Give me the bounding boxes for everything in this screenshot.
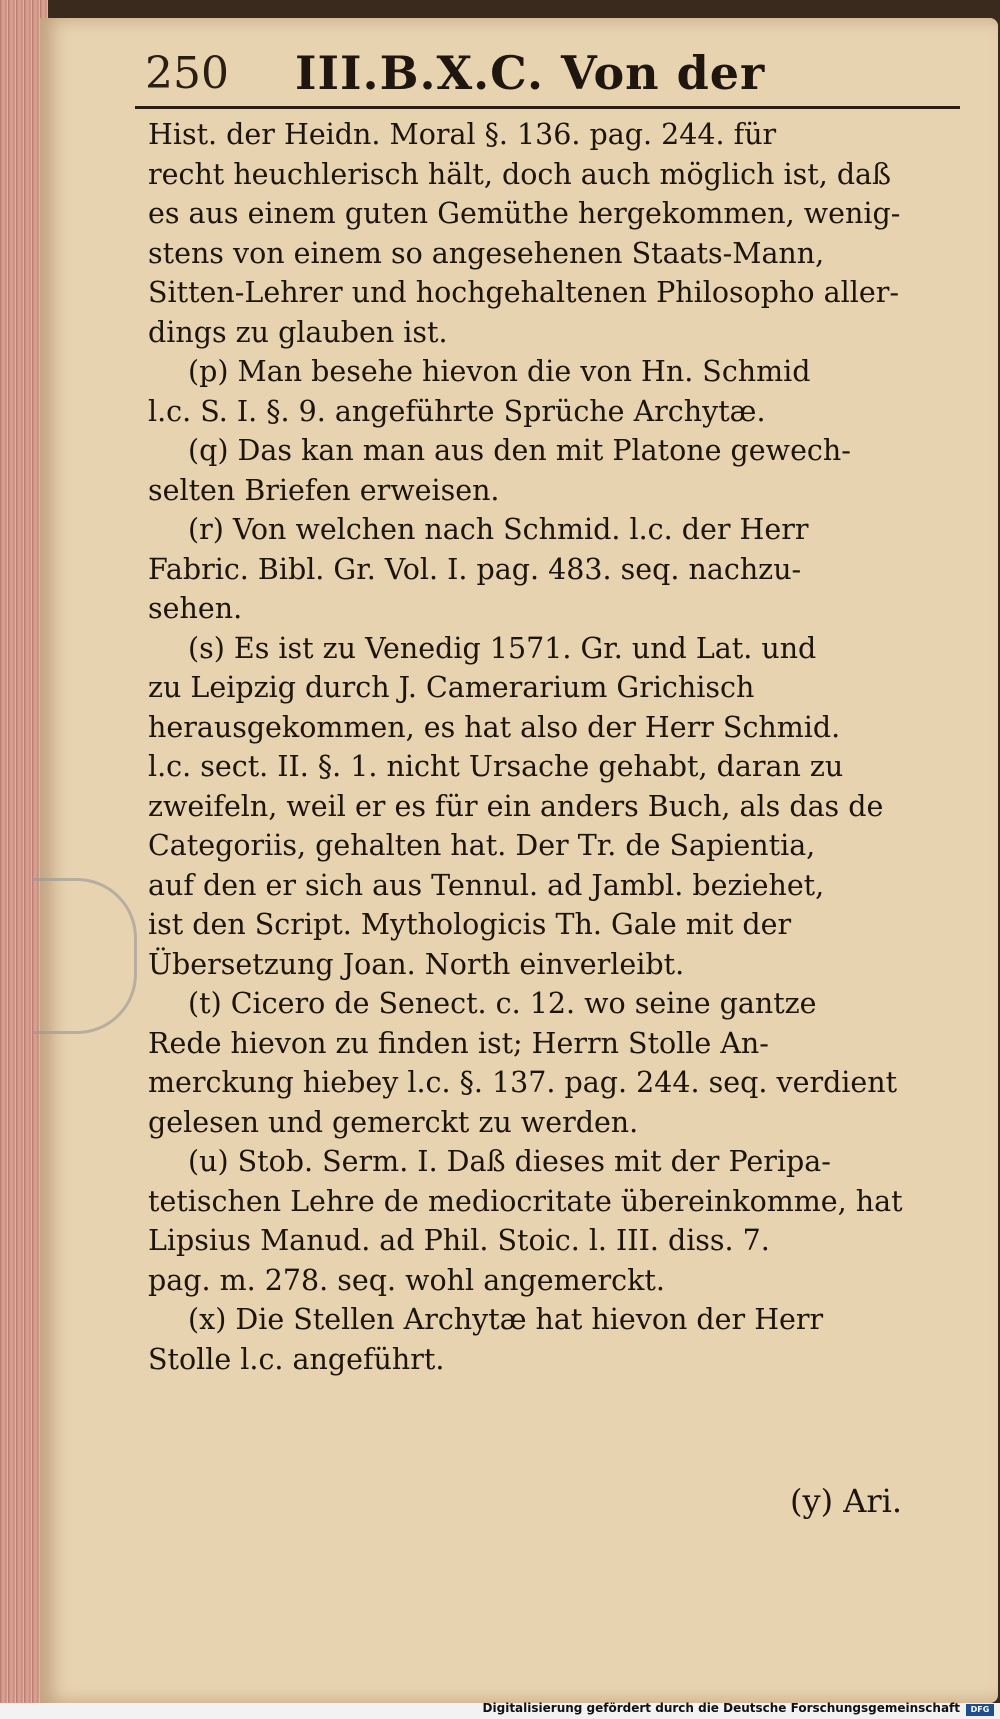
- text-line: Stolle l.c. angeführt.: [148, 1342, 445, 1376]
- text-line: dings zu glauben ist.: [148, 315, 448, 349]
- catchword: (y) Ari.: [790, 1482, 903, 1520]
- text-line: Hist. der Heidn. Moral §. 136. pag. 244. für: [148, 118, 777, 151]
- dfg-logo: DFG: [966, 1704, 994, 1716]
- text-line: l.c. S. I. §. 9. angeführte Sprüche Archytæ.: [148, 394, 766, 428]
- footnote-t: (t) Cicero de Senect. c. 12. wo seine gantze: [188, 987, 817, 1020]
- text-line: tetischen Lehre de mediocritate übereinkomme, hat: [148, 1184, 903, 1218]
- body-text: [148, 115, 960, 1379]
- text-line: stens von einem so angesehenen Staats-Mann,: [148, 236, 825, 270]
- header-rule: [135, 106, 960, 109]
- running-head: III.B.X.C. Von der: [295, 46, 766, 100]
- footnote-u: (u) Stob. Serm. I. Daß dieses mit der Peripa-: [188, 1145, 831, 1178]
- text-line: Fabric. Bibl. Gr. Vol. I. pag. 483. seq. nachzu-: [148, 552, 802, 586]
- text-line: selten Briefen erweisen.: [148, 473, 500, 507]
- page-number: 250: [145, 48, 229, 99]
- footnote-s: (s) Es ist zu Venedig 1571. Gr. und Lat. und: [188, 631, 817, 665]
- funding-note: Digitalisierung gefördert durch die Deutsche Forschungsgemeinschaft: [482, 1701, 960, 1715]
- text-line: es aus einem guten Gemüthe hergekommen, wenig-: [148, 197, 901, 230]
- text-line: Categoriis, gehalten hat. Der Tr. de Sapientia,: [148, 829, 816, 862]
- text-line: zu Leipzig durch J. Camerarium Grichisch: [148, 671, 755, 704]
- page-header: [105, 40, 965, 110]
- text-line: recht heuchlerisch hält, doch auch möglich ist, daß: [148, 157, 892, 191]
- text-line: zweifeln, weil er es für ein anders Buch, als das de: [148, 789, 884, 823]
- footnote-q: (q) Das kan man aus den mit Platone gewech-: [188, 434, 851, 467]
- text-line: merckung hiebey l.c. §. 137. pag. 244. seq. verdient: [148, 1066, 898, 1099]
- text-line: gelesen und gemerckt zu werden.: [148, 1105, 639, 1139]
- text-line: Rede hievon zu finden ist; Herrn Stolle An-: [148, 1026, 769, 1060]
- text-line: pag. m. 278. seq. wohl angemerckt.: [148, 1263, 665, 1297]
- text-line: ist den Script. Mythologicis Th. Gale mit der: [148, 908, 792, 941]
- text-line: Übersetzung Joan. North einverleibt.: [148, 947, 685, 981]
- page-clip: [34, 878, 137, 1034]
- text-line: l.c. sect. II. §. 1. nicht Ursache gehabt, daran zu: [148, 750, 844, 783]
- text-line: Lipsius Manud. ad Phil. Stoic. l. III. diss. 7.: [148, 1224, 770, 1257]
- footnote-x: (x) Die Stellen Archytæ hat hievon der Herr: [188, 1303, 824, 1336]
- text-line: herausgekommen, es hat also der Herr Schmid.: [148, 710, 841, 744]
- text-line: auf den er sich aus Tennul. ad Jambl. beziehet,: [148, 868, 825, 902]
- footnote-p: (p) Man besehe hievon die von Hn. Schmid: [188, 355, 811, 388]
- footnote-r: (r) Von welchen nach Schmid. l.c. der Herr: [188, 513, 809, 546]
- text-line: Sitten-Lehrer und hochgehaltenen Philosopho aller-: [148, 276, 899, 309]
- text-line: sehen.: [148, 592, 243, 625]
